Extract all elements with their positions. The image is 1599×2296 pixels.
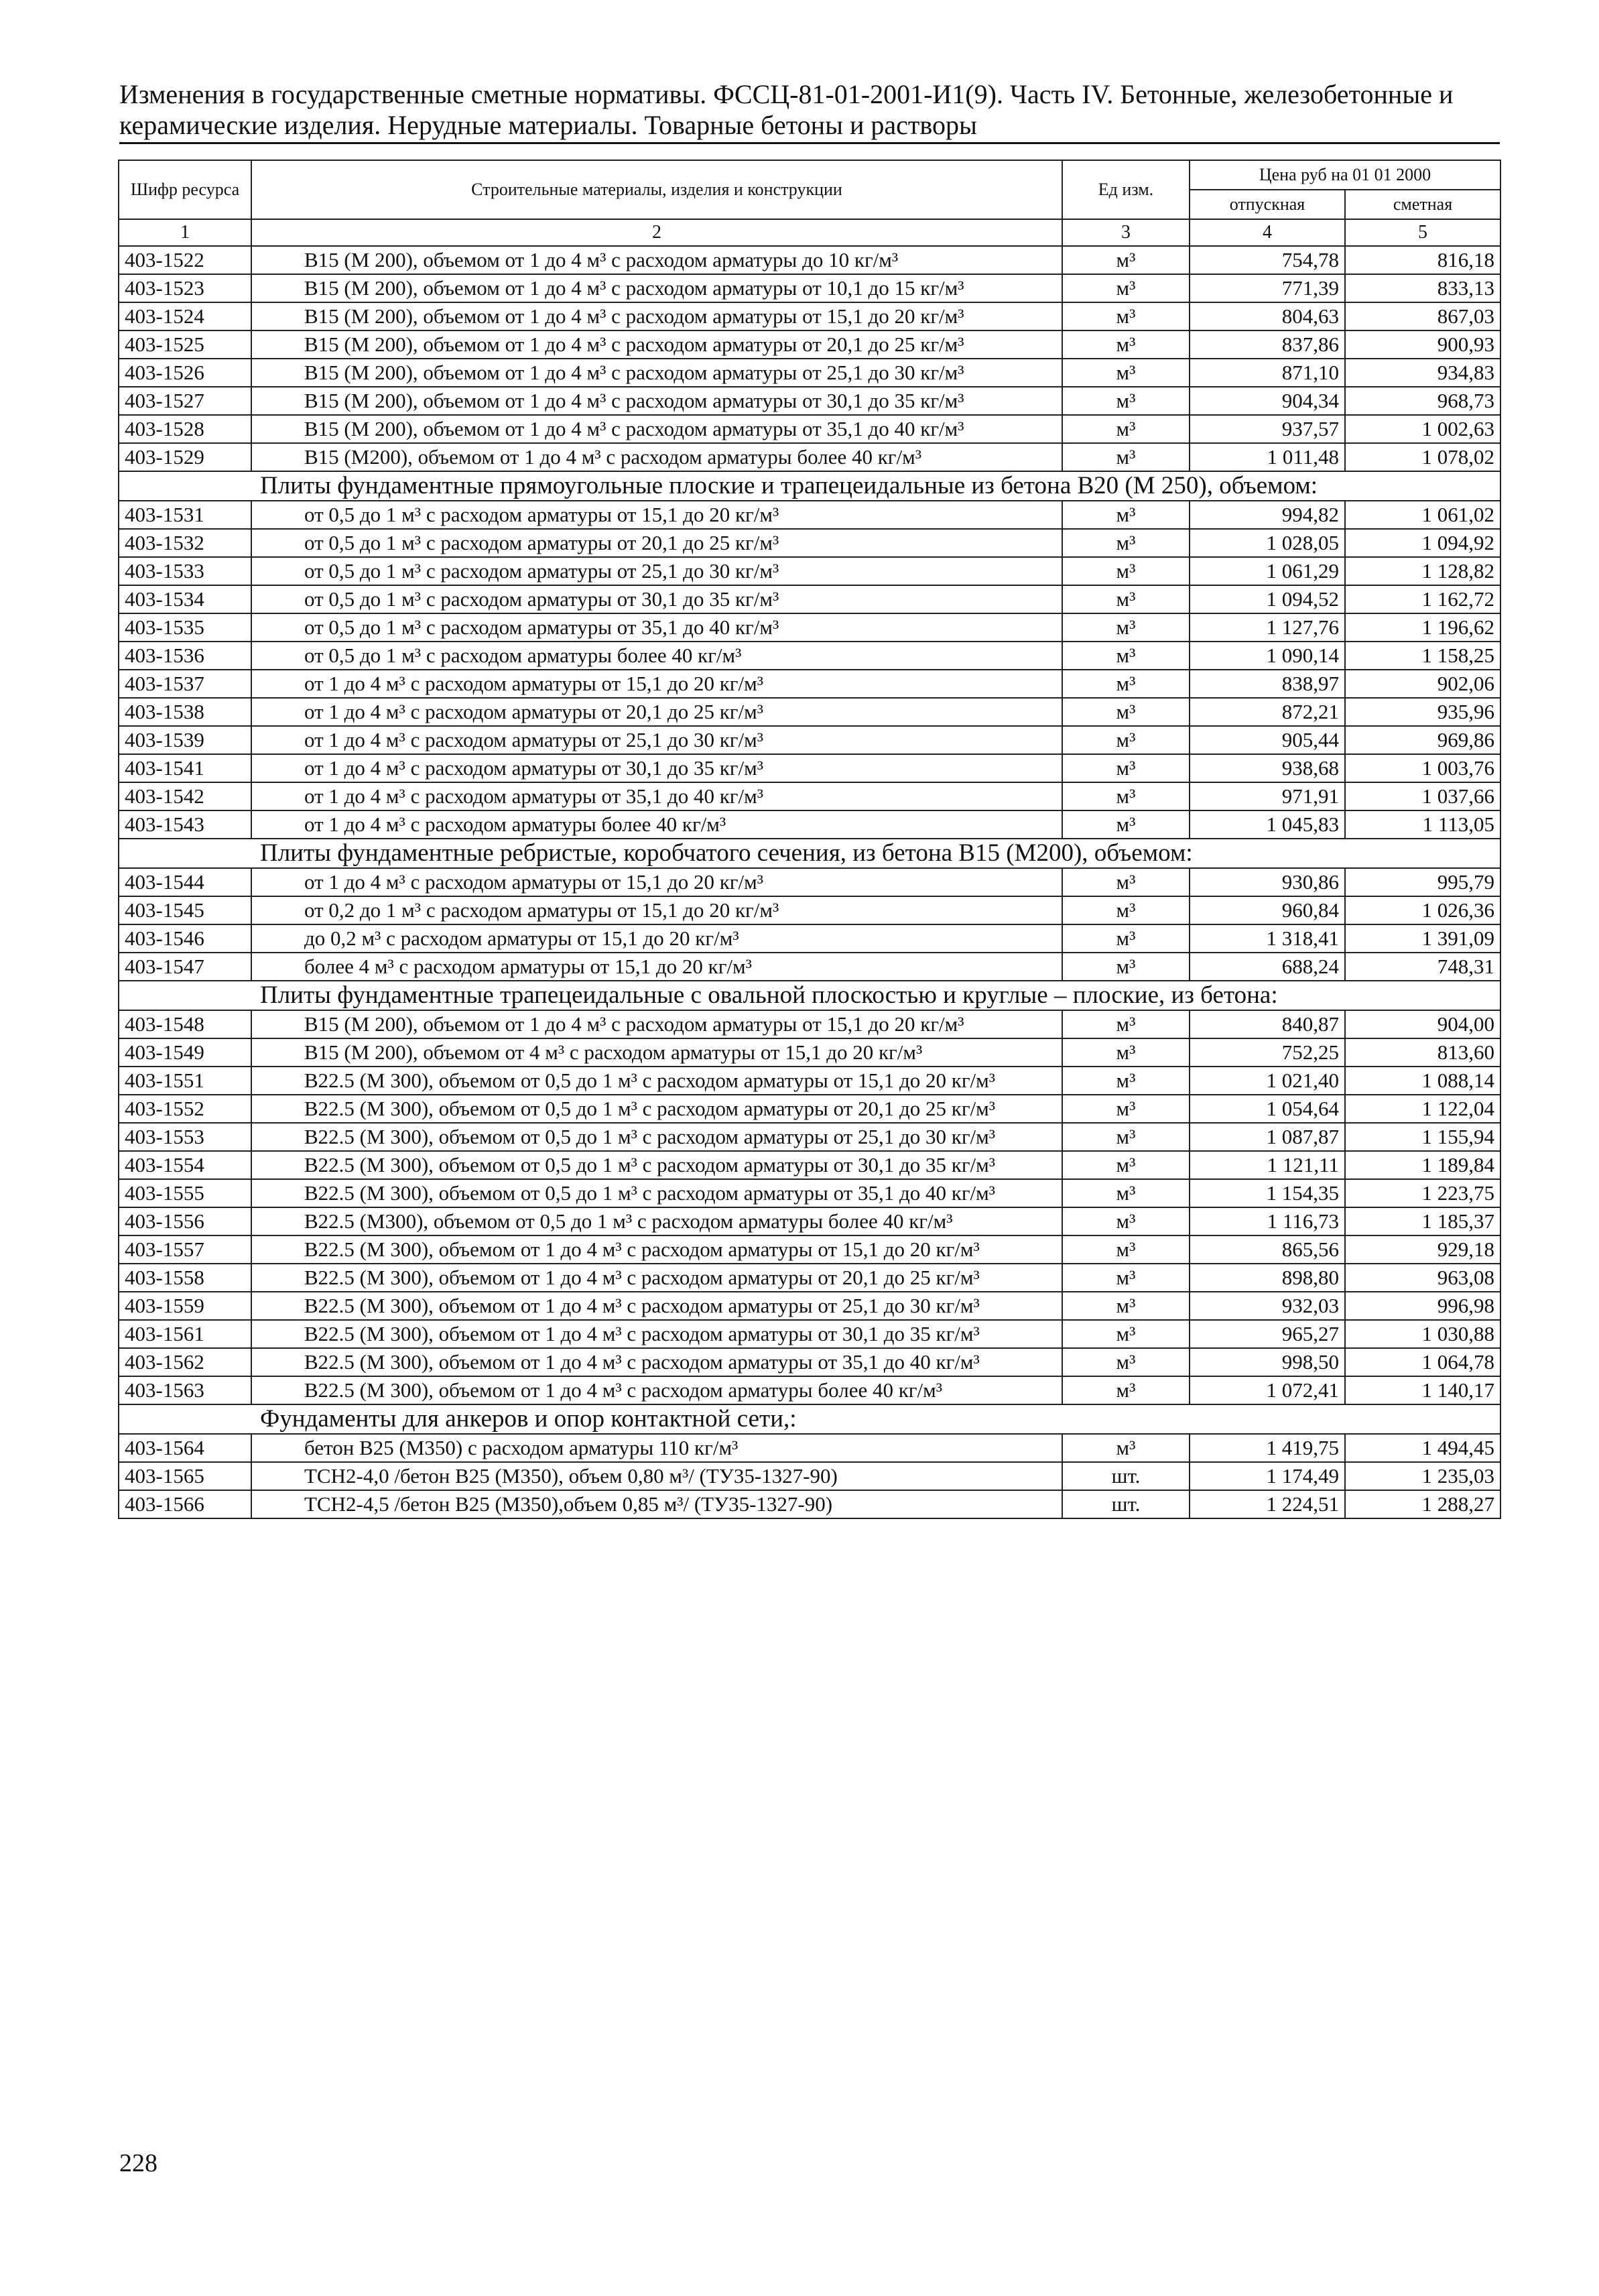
release-price-cell: 960,84	[1190, 896, 1345, 924]
release-price-cell: 752,25	[1190, 1038, 1345, 1067]
column-number: 4	[1190, 219, 1345, 246]
table-row	[119, 1292, 1500, 1320]
table-row	[119, 1376, 1500, 1404]
resource-code-cell: 403-1522	[119, 246, 251, 274]
section-heading-row	[119, 839, 1500, 868]
release-price-cell: 1 072,41	[1190, 1376, 1345, 1404]
estimate-price-cell: 902,06	[1345, 670, 1500, 698]
table-header	[119, 160, 1500, 246]
material-name-cell: от 0,5 до 1 м³ с расходом арматуры от 35,1 до 40 кг/м³	[251, 613, 1062, 642]
release-price-cell: 1 090,14	[1190, 642, 1345, 670]
table-row	[119, 359, 1500, 387]
page-title: Изменения в государственные сметные нормативы. ФССЦ-81-01-2001-И1(9). Часть IV. Бетонные, железобетонные и керамические изделия. Нерудные материалы. Товарные бетоны и растворы	[119, 79, 1500, 144]
header-code: Шифр ресурса	[119, 160, 251, 219]
material-name-cell: В22.5 (М 300), объемом от 1 до 4 м³ с расходом арматуры от 25,1 до 30 кг/м³	[251, 1292, 1062, 1320]
resource-code-cell: 403-1544	[119, 868, 251, 896]
material-name-cell: В22.5 (М 300), объемом от 1 до 4 м³ с расходом арматуры от 20,1 до 25 кг/м³	[251, 1264, 1062, 1292]
resource-code-cell: 403-1545	[119, 896, 251, 924]
unit-cell: м³	[1062, 585, 1190, 613]
resource-code-cell: 403-1537	[119, 670, 251, 698]
table-row	[119, 1067, 1500, 1095]
unit-cell: м³	[1062, 1264, 1190, 1292]
price-table	[118, 160, 1501, 1519]
unit-cell: м³	[1062, 1235, 1190, 1264]
resource-code-cell: 403-1536	[119, 642, 251, 670]
unit-cell: м³	[1062, 868, 1190, 896]
material-name-cell: В15 (М 200), объемом от 1 до 4 м³ с расходом арматуры до 10 кг/м³	[251, 246, 1062, 274]
unit-cell: м³	[1062, 1434, 1190, 1462]
table-row	[119, 501, 1500, 529]
material-name-cell: ТСН2-4,0 /бетон В25 (М350), объем 0,80 м³/ (ТУ35-1327-90)	[251, 1462, 1062, 1490]
estimate-price-cell: 833,13	[1345, 274, 1500, 302]
unit-cell: м³	[1062, 1292, 1190, 1320]
release-price-cell: 804,63	[1190, 302, 1345, 330]
unit-cell: м³	[1062, 1376, 1190, 1404]
release-price-cell: 930,86	[1190, 868, 1345, 896]
section-heading: Плиты фундаментные трапецеидальные с овальной плоскостью и круглые – плоские, из бетона:	[119, 981, 1500, 1010]
material-name-cell: В22.5 (М 300), объемом от 1 до 4 м³ с расходом арматуры от 15,1 до 20 кг/м³	[251, 1235, 1062, 1264]
material-name-cell: В22.5 (М 300), объемом от 1 до 4 м³ с расходом арматуры от 35,1 до 40 кг/м³	[251, 1348, 1062, 1376]
estimate-price-cell: 1 037,66	[1345, 782, 1500, 810]
unit-cell: м³	[1062, 782, 1190, 810]
page-number: 228	[119, 2149, 157, 2177]
table-row	[119, 726, 1500, 754]
material-name-cell: В22.5 (М 300), объемом от 1 до 4 м³ с расходом арматуры более 40 кг/м³	[251, 1376, 1062, 1404]
resource-code-cell: 403-1553	[119, 1123, 251, 1151]
estimate-price-cell: 1 162,72	[1345, 585, 1500, 613]
section-heading-row	[119, 1404, 1500, 1434]
table-body	[119, 246, 1500, 1518]
estimate-price-cell: 748,31	[1345, 953, 1500, 981]
estimate-price-cell: 1 026,36	[1345, 896, 1500, 924]
resource-code-cell: 403-1552	[119, 1095, 251, 1123]
release-price-cell: 1 116,73	[1190, 1207, 1345, 1235]
unit-cell: м³	[1062, 415, 1190, 443]
table-row	[119, 1207, 1500, 1235]
resource-code-cell: 403-1562	[119, 1348, 251, 1376]
release-price-cell: 840,87	[1190, 1010, 1345, 1038]
resource-code-cell: 403-1543	[119, 810, 251, 839]
resource-code-cell: 403-1559	[119, 1292, 251, 1320]
release-price-cell: 771,39	[1190, 274, 1345, 302]
section-heading: Фундаменты для анкеров и опор контактной сети,:	[119, 1404, 1500, 1434]
table-row	[119, 1462, 1500, 1490]
unit-cell: м³	[1062, 387, 1190, 415]
table-row	[119, 557, 1500, 585]
table-row	[119, 1434, 1500, 1462]
resource-code-cell: 403-1565	[119, 1462, 251, 1490]
unit-cell: м³	[1062, 1067, 1190, 1095]
resource-code-cell: 403-1539	[119, 726, 251, 754]
release-price-cell: 994,82	[1190, 501, 1345, 529]
material-name-cell: В22.5 (М 300), объемом от 0,5 до 1 м³ с расходом арматуры от 35,1 до 40 кг/м³	[251, 1179, 1062, 1207]
release-price-cell: 1 154,35	[1190, 1179, 1345, 1207]
material-name-cell: В15 (М 200), объемом от 1 до 4 м³ с расходом арматуры от 30,1 до 35 кг/м³	[251, 387, 1062, 415]
release-price-cell: 872,21	[1190, 698, 1345, 726]
unit-cell: м³	[1062, 613, 1190, 642]
unit-cell: м³	[1062, 1123, 1190, 1151]
material-name-cell: В15 (М 200), объемом от 1 до 4 м³ с расходом арматуры от 10,1 до 15 кг/м³	[251, 274, 1062, 302]
estimate-price-cell: 1 113,05	[1345, 810, 1500, 839]
table-row	[119, 1123, 1500, 1151]
estimate-price-cell: 1 391,09	[1345, 924, 1500, 953]
unit-cell: м³	[1062, 670, 1190, 698]
material-name-cell: от 1 до 4 м³ с расходом арматуры от 25,1 до 30 кг/м³	[251, 726, 1062, 754]
resource-code-cell: 403-1547	[119, 953, 251, 981]
resource-code-cell: 403-1563	[119, 1376, 251, 1404]
resource-code-cell: 403-1523	[119, 274, 251, 302]
release-price-cell: 1 011,48	[1190, 443, 1345, 471]
resource-code-cell: 403-1532	[119, 529, 251, 557]
estimate-price-cell: 1 140,17	[1345, 1376, 1500, 1404]
release-price-cell: 904,34	[1190, 387, 1345, 415]
resource-code-cell: 403-1556	[119, 1207, 251, 1235]
estimate-price-cell: 1 288,27	[1345, 1490, 1500, 1518]
resource-code-cell: 403-1534	[119, 585, 251, 613]
material-name-cell: от 0,5 до 1 м³ с расходом арматуры от 20,1 до 25 кг/м³	[251, 529, 1062, 557]
unit-cell: м³	[1062, 1151, 1190, 1179]
table-row	[119, 302, 1500, 330]
header-price: Цена руб на 01 01 2000	[1190, 160, 1500, 190]
material-name-cell: от 1 до 4 м³ с расходом арматуры от 15,1 до 20 кг/м³	[251, 868, 1062, 896]
estimate-price-cell: 1 002,63	[1345, 415, 1500, 443]
resource-code-cell: 403-1542	[119, 782, 251, 810]
release-price-cell: 1 087,87	[1190, 1123, 1345, 1151]
unit-cell: м³	[1062, 302, 1190, 330]
table-row	[119, 642, 1500, 670]
material-name-cell: от 0,5 до 1 м³ с расходом арматуры от 15,1 до 20 кг/м³	[251, 501, 1062, 529]
material-name-cell: В15 (М 200), объемом от 1 до 4 м³ с расходом арматуры от 15,1 до 20 кг/м³	[251, 1010, 1062, 1038]
unit-cell: м³	[1062, 1179, 1190, 1207]
table-row	[119, 415, 1500, 443]
material-name-cell: В15 (М 200), объемом от 1 до 4 м³ с расходом арматуры от 15,1 до 20 кг/м³	[251, 302, 1062, 330]
resource-code-cell: 403-1558	[119, 1264, 251, 1292]
table-row	[119, 1264, 1500, 1292]
release-price-cell: 971,91	[1190, 782, 1345, 810]
material-name-cell: В22.5 (М 300), объемом от 0,5 до 1 м³ с расходом арматуры от 20,1 до 25 кг/м³	[251, 1095, 1062, 1123]
unit-cell: шт.	[1062, 1490, 1190, 1518]
estimate-price-cell: 904,00	[1345, 1010, 1500, 1038]
resource-code-cell: 403-1533	[119, 557, 251, 585]
estimate-price-cell: 1 223,75	[1345, 1179, 1500, 1207]
material-name-cell: от 1 до 4 м³ с расходом арматуры от 35,1 до 40 кг/м³	[251, 782, 1062, 810]
release-price-cell: 1 318,41	[1190, 924, 1345, 953]
release-price-cell: 898,80	[1190, 1264, 1345, 1292]
table-row	[119, 698, 1500, 726]
unit-cell: м³	[1062, 754, 1190, 782]
header-estimate-price: сметная	[1345, 190, 1500, 219]
release-price-cell: 1 054,64	[1190, 1095, 1345, 1123]
release-price-cell: 1 094,52	[1190, 585, 1345, 613]
table-row	[119, 330, 1500, 359]
estimate-price-cell: 1 155,94	[1345, 1123, 1500, 1151]
release-price-cell: 688,24	[1190, 953, 1345, 981]
release-price-cell: 938,68	[1190, 754, 1345, 782]
table-row	[119, 529, 1500, 557]
table-row	[119, 246, 1500, 274]
resource-code-cell: 403-1524	[119, 302, 251, 330]
material-name-cell: от 0,5 до 1 м³ с расходом арматуры более 40 кг/м³	[251, 642, 1062, 670]
table-row	[119, 924, 1500, 953]
table-row	[119, 1038, 1500, 1067]
table-row	[119, 896, 1500, 924]
unit-cell: шт.	[1062, 1462, 1190, 1490]
release-price-cell: 838,97	[1190, 670, 1345, 698]
release-price-cell: 1 419,75	[1190, 1434, 1345, 1462]
material-name-cell: В15 (М 200), объемом от 1 до 4 м³ с расходом арматуры от 35,1 до 40 кг/м³	[251, 415, 1062, 443]
table-row	[119, 1490, 1500, 1518]
release-price-cell: 1 061,29	[1190, 557, 1345, 585]
material-name-cell: ТСН2-4,5 /бетон В25 (М350),объем 0,85 м³/ (ТУ35-1327-90)	[251, 1490, 1062, 1518]
resource-code-cell: 403-1529	[119, 443, 251, 471]
resource-code-cell: 403-1557	[119, 1235, 251, 1264]
material-name-cell: В22.5 (М 300), объемом от 0,5 до 1 м³ с расходом арматуры от 15,1 до 20 кг/м³	[251, 1067, 1062, 1095]
table-row	[119, 387, 1500, 415]
table-row	[119, 1179, 1500, 1207]
section-heading-row	[119, 981, 1500, 1010]
resource-code-cell: 403-1541	[119, 754, 251, 782]
release-price-cell: 937,57	[1190, 415, 1345, 443]
material-name-cell: В15 (М 200), объемом от 1 до 4 м³ с расходом арматуры от 25,1 до 30 кг/м³	[251, 359, 1062, 387]
unit-cell: м³	[1062, 1348, 1190, 1376]
material-name-cell: В22.5 (М 300), объемом от 1 до 4 м³ с расходом арматуры от 30,1 до 35 кг/м³	[251, 1320, 1062, 1348]
table-row	[119, 1320, 1500, 1348]
unit-cell: м³	[1062, 359, 1190, 387]
release-price-cell: 905,44	[1190, 726, 1345, 754]
release-price-cell: 1 121,11	[1190, 1151, 1345, 1179]
estimate-price-cell: 1 078,02	[1345, 443, 1500, 471]
estimate-price-cell: 1 235,03	[1345, 1462, 1500, 1490]
release-price-cell: 1 127,76	[1190, 613, 1345, 642]
material-name-cell: бетон В25 (М350) с расходом арматуры 110 кг/м³	[251, 1434, 1062, 1462]
material-name-cell: В22.5 (М 300), объемом от 0,5 до 1 м³ с расходом арматуры от 30,1 до 35 кг/м³	[251, 1151, 1062, 1179]
estimate-price-cell: 1 061,02	[1345, 501, 1500, 529]
resource-code-cell: 403-1538	[119, 698, 251, 726]
unit-cell: м³	[1062, 1320, 1190, 1348]
column-number: 3	[1062, 219, 1190, 246]
estimate-price-cell: 963,08	[1345, 1264, 1500, 1292]
resource-code-cell: 403-1554	[119, 1151, 251, 1179]
table-row	[119, 953, 1500, 981]
table-row	[119, 443, 1500, 471]
table-row	[119, 782, 1500, 810]
release-price-cell: 1 028,05	[1190, 529, 1345, 557]
resource-code-cell: 403-1564	[119, 1434, 251, 1462]
material-name-cell: от 0,5 до 1 м³ с расходом арматуры от 25,1 до 30 кг/м³	[251, 557, 1062, 585]
release-price-cell: 932,03	[1190, 1292, 1345, 1320]
resource-code-cell: 403-1531	[119, 501, 251, 529]
estimate-price-cell: 1 122,04	[1345, 1095, 1500, 1123]
unit-cell: м³	[1062, 642, 1190, 670]
release-price-cell: 871,10	[1190, 359, 1345, 387]
material-name-cell: В15 (М200), объемом от 1 до 4 м³ с расходом арматуры более 40 кг/м³	[251, 443, 1062, 471]
estimate-price-cell: 1 494,45	[1345, 1434, 1500, 1462]
resource-code-cell: 403-1566	[119, 1490, 251, 1518]
table-row	[119, 868, 1500, 896]
estimate-price-cell: 1 189,84	[1345, 1151, 1500, 1179]
estimate-price-cell: 934,83	[1345, 359, 1500, 387]
release-price-cell: 754,78	[1190, 246, 1345, 274]
unit-cell: м³	[1062, 726, 1190, 754]
section-heading-row	[119, 471, 1500, 501]
table-row	[119, 274, 1500, 302]
table-row	[119, 810, 1500, 839]
estimate-price-cell: 813,60	[1345, 1038, 1500, 1067]
material-name-cell: от 1 до 4 м³ с расходом арматуры от 20,1 до 25 кг/м³	[251, 698, 1062, 726]
resource-code-cell: 403-1546	[119, 924, 251, 953]
material-name-cell: В22.5 (М 300), объемом от 0,5 до 1 м³ с расходом арматуры от 25,1 до 30 кг/м³	[251, 1123, 1062, 1151]
release-price-cell: 837,86	[1190, 330, 1345, 359]
column-number: 5	[1345, 219, 1500, 246]
unit-cell: м³	[1062, 953, 1190, 981]
material-name-cell: В15 (М 200), объемом от 1 до 4 м³ с расходом арматуры от 20,1 до 25 кг/м³	[251, 330, 1062, 359]
unit-cell: м³	[1062, 896, 1190, 924]
table-row	[119, 613, 1500, 642]
estimate-price-cell: 1 196,62	[1345, 613, 1500, 642]
column-number: 2	[251, 219, 1062, 246]
material-name-cell: от 0,5 до 1 м³ с расходом арматуры от 30,1 до 35 кг/м³	[251, 585, 1062, 613]
header-name: Строительные материалы, изделия и конструкции	[251, 160, 1062, 219]
resource-code-cell: 403-1526	[119, 359, 251, 387]
table-row	[119, 585, 1500, 613]
estimate-price-cell: 1 003,76	[1345, 754, 1500, 782]
unit-cell: м³	[1062, 501, 1190, 529]
unit-cell: м³	[1062, 246, 1190, 274]
estimate-price-cell: 969,86	[1345, 726, 1500, 754]
unit-cell: м³	[1062, 1095, 1190, 1123]
resource-code-cell: 403-1551	[119, 1067, 251, 1095]
material-name-cell: от 1 до 4 м³ с расходом арматуры от 30,1 до 35 кг/м³	[251, 754, 1062, 782]
resource-code-cell: 403-1527	[119, 387, 251, 415]
table-row	[119, 670, 1500, 698]
release-price-cell: 1 174,49	[1190, 1462, 1345, 1490]
material-name-cell: от 0,2 до 1 м³ с расходом арматуры от 15,1 до 20 кг/м³	[251, 896, 1062, 924]
estimate-price-cell: 900,93	[1345, 330, 1500, 359]
estimate-price-cell: 816,18	[1345, 246, 1500, 274]
estimate-price-cell: 1 030,88	[1345, 1320, 1500, 1348]
release-price-cell: 1 224,51	[1190, 1490, 1345, 1518]
table-row	[119, 1010, 1500, 1038]
header-release-price: отпускная	[1190, 190, 1345, 219]
unit-cell: м³	[1062, 274, 1190, 302]
estimate-price-cell: 996,98	[1345, 1292, 1500, 1320]
resource-code-cell: 403-1549	[119, 1038, 251, 1067]
estimate-price-cell: 1 088,14	[1345, 1067, 1500, 1095]
estimate-price-cell: 1 158,25	[1345, 642, 1500, 670]
estimate-price-cell: 929,18	[1345, 1235, 1500, 1264]
table-row	[119, 1151, 1500, 1179]
resource-code-cell: 403-1528	[119, 415, 251, 443]
resource-code-cell: 403-1555	[119, 1179, 251, 1207]
header-unit: Ед изм.	[1062, 160, 1190, 219]
estimate-price-cell: 1 185,37	[1345, 1207, 1500, 1235]
table-row	[119, 754, 1500, 782]
estimate-price-cell: 1 094,92	[1345, 529, 1500, 557]
release-price-cell: 865,56	[1190, 1235, 1345, 1264]
unit-cell: м³	[1062, 698, 1190, 726]
column-number: 1	[119, 219, 251, 246]
unit-cell: м³	[1062, 1010, 1190, 1038]
estimate-price-cell: 1 128,82	[1345, 557, 1500, 585]
resource-code-cell: 403-1561	[119, 1320, 251, 1348]
estimate-price-cell: 1 064,78	[1345, 1348, 1500, 1376]
estimate-price-cell: 995,79	[1345, 868, 1500, 896]
unit-cell: м³	[1062, 443, 1190, 471]
table-row	[119, 1348, 1500, 1376]
material-name-cell: В22.5 (М300), объемом от 0,5 до 1 м³ с расходом арматуры более 40 кг/м³	[251, 1207, 1062, 1235]
resource-code-cell: 403-1535	[119, 613, 251, 642]
resource-code-cell: 403-1525	[119, 330, 251, 359]
unit-cell: м³	[1062, 529, 1190, 557]
estimate-price-cell: 867,03	[1345, 302, 1500, 330]
estimate-price-cell: 968,73	[1345, 387, 1500, 415]
unit-cell: м³	[1062, 924, 1190, 953]
table-row	[119, 1095, 1500, 1123]
release-price-cell: 1 045,83	[1190, 810, 1345, 839]
section-heading: Плиты фундаментные прямоугольные плоские и трапецеидальные из бетона В20 (М 250), объемом:	[119, 471, 1500, 501]
release-price-cell: 998,50	[1190, 1348, 1345, 1376]
unit-cell: м³	[1062, 330, 1190, 359]
section-heading: Плиты фундаментные ребристые, коробчатого сечения, из бетона В15 (М200), объемом:	[119, 839, 1500, 868]
estimate-price-cell: 935,96	[1345, 698, 1500, 726]
material-name-cell: от 1 до 4 м³ с расходом арматуры от 15,1 до 20 кг/м³	[251, 670, 1062, 698]
unit-cell: м³	[1062, 810, 1190, 839]
unit-cell: м³	[1062, 557, 1190, 585]
resource-code-cell: 403-1548	[119, 1010, 251, 1038]
release-price-cell: 1 021,40	[1190, 1067, 1345, 1095]
unit-cell: м³	[1062, 1207, 1190, 1235]
table-row	[119, 1235, 1500, 1264]
material-name-cell: до 0,2 м³ с расходом арматуры от 15,1 до 20 кг/м³	[251, 924, 1062, 953]
material-name-cell: более 4 м³ с расходом арматуры от 15,1 до 20 кг/м³	[251, 953, 1062, 981]
material-name-cell: В15 (М 200), объемом от 4 м³ с расходом арматуры от 15,1 до 20 кг/м³	[251, 1038, 1062, 1067]
material-name-cell: от 1 до 4 м³ с расходом арматуры более 40 кг/м³	[251, 810, 1062, 839]
release-price-cell: 965,27	[1190, 1320, 1345, 1348]
unit-cell: м³	[1062, 1038, 1190, 1067]
